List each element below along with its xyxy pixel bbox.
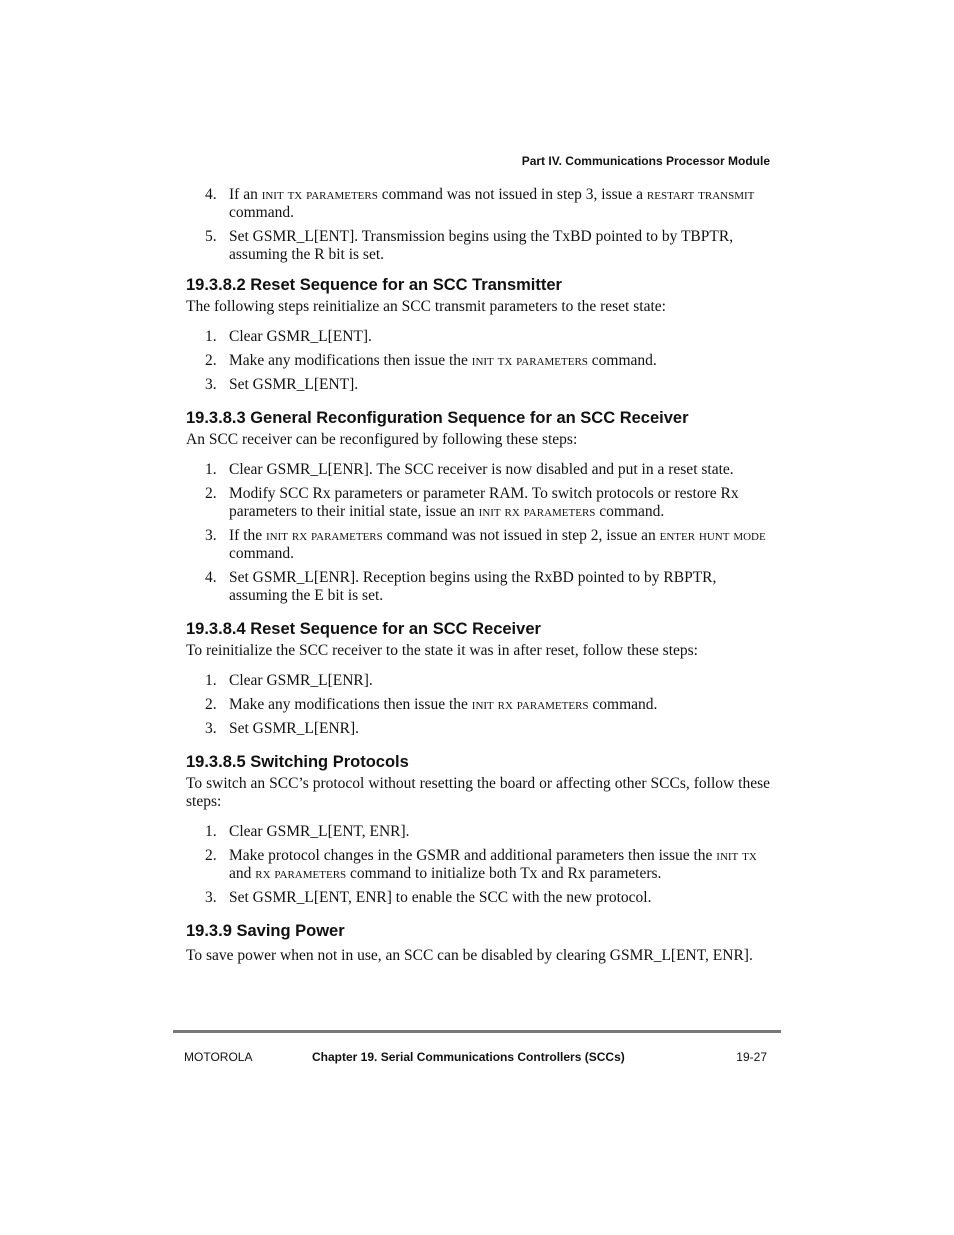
list-item: 2. Modify SCC Rx parameters or parameter RAM. To switch protocols or restore Rx parameters to their initial state, issue an init rx parameters command. <box>205 485 739 520</box>
list-number: 5. <box>205 228 217 245</box>
step-list <box>186 461 770 605</box>
list-item: 2. Make protocol changes in the GSMR and additional parameters then issue the init tx and rx parameters command to initialize both Tx and Rx parameters. <box>205 847 757 882</box>
list-number: 2. <box>205 696 217 713</box>
section-heading: 19.3.8.5 Switching Protocols <box>186 753 409 771</box>
list-number: 1. <box>205 328 217 345</box>
list-number: 1. <box>205 823 217 840</box>
running-head: Part IV. Communications Processor Module <box>521 154 770 168</box>
list-item: 3. If the init rx parameters command was not issued in step 2, issue an enter hunt mode command. <box>205 527 766 562</box>
list-item: 5. Set GSMR_L[ENT]. Transmission begins using the TxBD pointed to by TBPTR, assuming the R bit is set. <box>205 228 734 263</box>
footer-page-number: 19-27 <box>736 1050 767 1064</box>
footer-left: MOTOROLA <box>184 1050 253 1064</box>
list-number: 4. <box>205 186 217 203</box>
list-item: 2. Make any modifications then issue the init tx parameters command. <box>205 352 657 369</box>
list-number: 3. <box>205 376 217 393</box>
list-item: 4. Set GSMR_L[ENR]. Reception begins using the RxBD pointed to by RBPTR, assuming the E bit is set. <box>205 569 717 604</box>
list-item: 3. Set GSMR_L[ENR]. <box>205 720 360 737</box>
section-intro: An SCC receiver can be reconfigured by following these steps: <box>186 431 578 448</box>
list-item: 1. Clear GSMR_L[ENT]. <box>205 328 372 345</box>
list-item: 1. Clear GSMR_L[ENR]. The SCC receiver is now disabled and put in a reset state. <box>205 461 734 478</box>
footer-rule <box>173 1030 781 1033</box>
intro-list <box>186 186 770 264</box>
list-item: 4. If an init tx parameters command was not issued in step 3, issue a restart transmit command. <box>205 186 755 221</box>
section-heading: 19.3.8.3 General Reconfiguration Sequence for an SCC Receiver <box>186 409 689 427</box>
list-number: 3. <box>205 527 217 544</box>
section-intro: To save power when not in use, an SCC can be disabled by clearing GSMR_L[ENT, ENR]. <box>186 947 753 964</box>
section-intro: The following steps reinitialize an SCC transmit parameters to the reset state: <box>186 298 666 315</box>
list-number: 2. <box>205 352 217 369</box>
section-intro: To switch an SCC’s protocol without resetting the board or affecting other SCCs, follow these steps: <box>186 775 770 810</box>
step-list <box>186 328 770 394</box>
list-item: 1. Clear GSMR_L[ENT, ENR]. <box>205 823 410 840</box>
section-intro: To reinitialize the SCC receiver to the state it was in after reset, follow these steps: <box>186 642 698 659</box>
list-number: 2. <box>205 847 217 864</box>
list-item: 2. Make any modifications then issue the init rx parameters command. <box>205 696 658 713</box>
list-number: 4. <box>205 569 217 586</box>
section-heading: 19.3.9 Saving Power <box>186 922 345 940</box>
list-item: 3. Set GSMR_L[ENT, ENR] to enable the SCC with the new protocol. <box>205 889 652 906</box>
list-item: 3. Set GSMR_L[ENT]. <box>205 376 359 393</box>
list-number: 3. <box>205 720 217 737</box>
step-list <box>186 672 770 738</box>
page-content <box>186 186 770 977</box>
footer-chapter-title: Chapter 19. Serial Communications Controllers (SCCs) <box>312 1050 625 1064</box>
section-heading: 19.3.8.2 Reset Sequence for an SCC Transmitter <box>186 276 562 294</box>
section-heading: 19.3.8.4 Reset Sequence for an SCC Receiver <box>186 620 541 638</box>
list-number: 2. <box>205 485 217 502</box>
list-item: 1. Clear GSMR_L[ENR]. <box>205 672 373 689</box>
list-number: 3. <box>205 889 217 906</box>
list-number: 1. <box>205 461 217 478</box>
step-list <box>186 823 770 907</box>
list-number: 1. <box>205 672 217 689</box>
